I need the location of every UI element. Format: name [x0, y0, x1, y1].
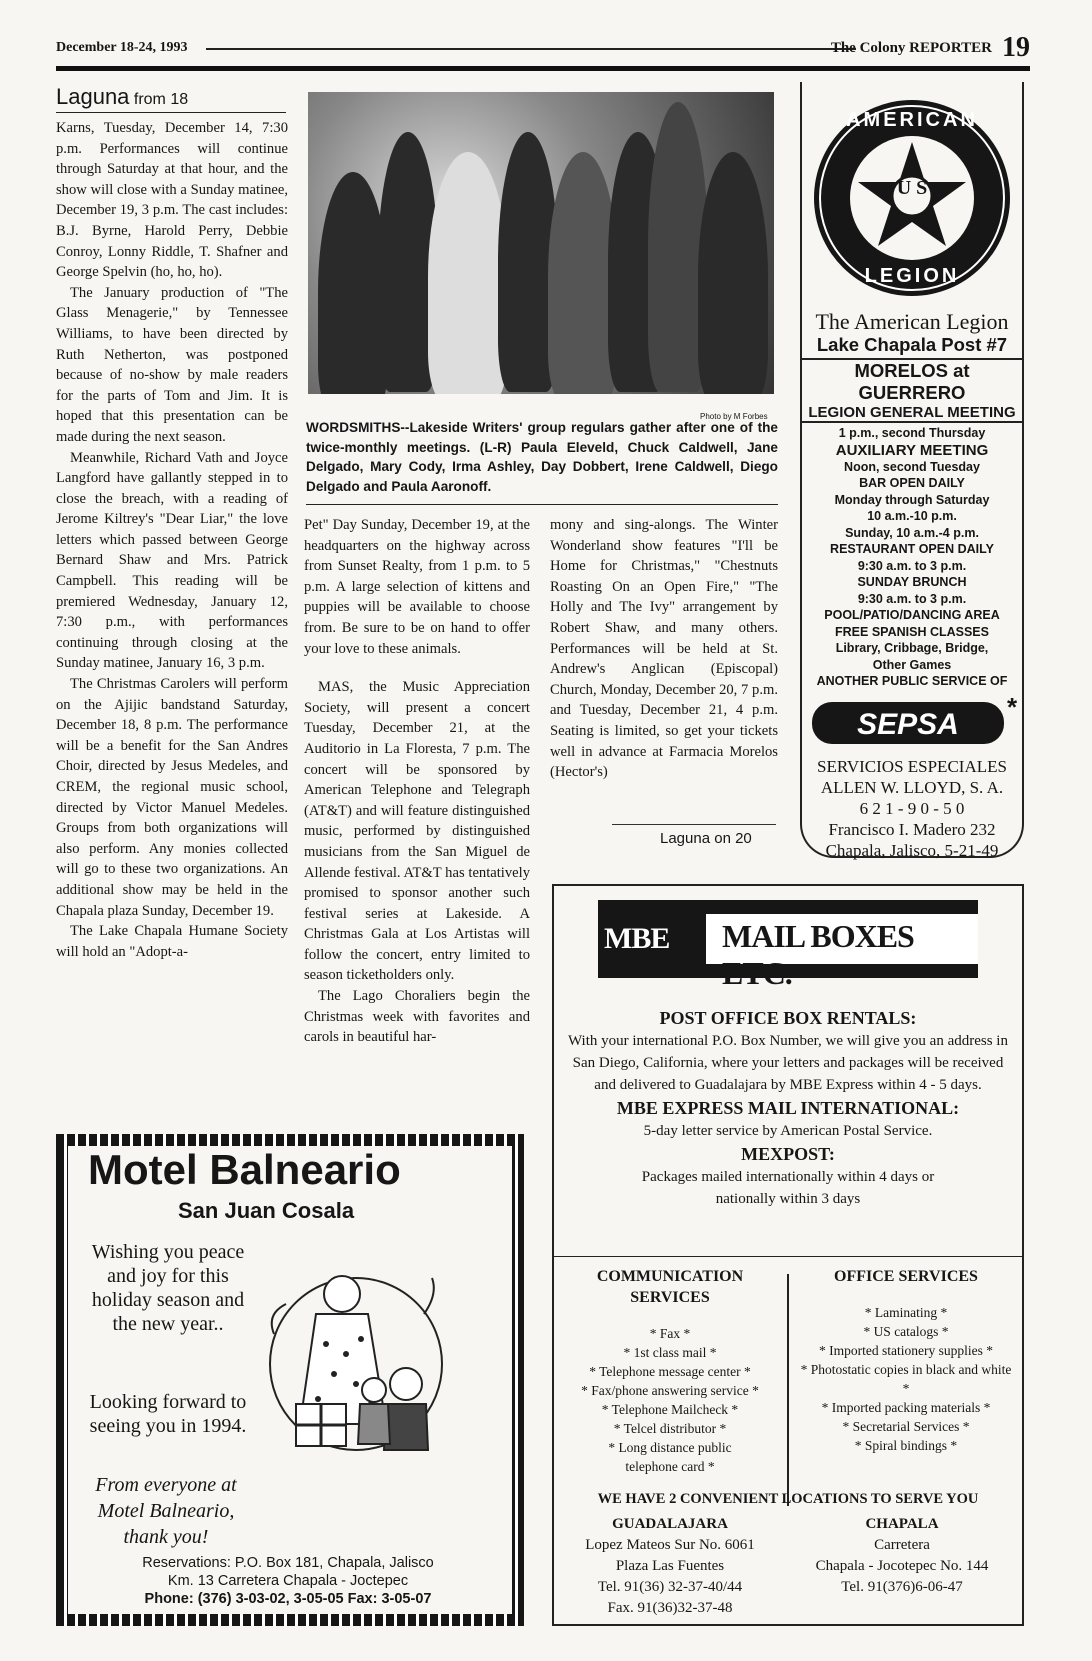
servicios-especiales: SERVICIOS ESPECIALES [817, 756, 1007, 776]
legion-bar-days: Monday through Saturday [834, 492, 990, 507]
location-name: CHAPALA [865, 1516, 939, 1532]
service-item: * Telcel distributor * [613, 1421, 727, 1436]
section-from: from 18 [133, 91, 189, 108]
communication-services [562, 1266, 778, 1476]
service-item: * Photostatic copies in black and white * [800, 1362, 1012, 1396]
location-chapala [794, 1514, 1010, 1598]
office-services [798, 1266, 1014, 1455]
communication-heading: COMMUNICATION SERVICES [596, 1268, 744, 1306]
article-column-1 [56, 118, 288, 962]
issue-date: December 18-24, 1993 [56, 40, 188, 55]
article-column-2 [304, 515, 530, 1048]
legion-address: MORELOS at GUERRERO [854, 360, 970, 403]
mbe-services-copy [554, 1006, 1022, 1210]
section-rule [56, 112, 286, 113]
location-name: GUADALAJARA [612, 1516, 728, 1532]
motel-address: Km. 13 Carretera Chapala - Joctepec [167, 1573, 409, 1589]
company-phone: 6 2 1 - 9 0 - 5 0 [859, 798, 965, 818]
emblem-center-text: U S [896, 177, 928, 199]
service-item: * Imported packing materials * [821, 1400, 991, 1415]
sepsa-text: SEPSA [857, 707, 959, 741]
article-column-3 [550, 515, 778, 783]
location-line: Plaza Las Fuentes [615, 1558, 725, 1574]
mbe-divider [554, 1256, 1022, 1257]
masthead-thick-rule [56, 66, 1030, 71]
legion-bar-hours: 10 a.m.-10 p.m. [867, 509, 957, 523]
motel-reservations: Reservations: P.O. Box 181, Chapala, Jalisco [142, 1555, 434, 1571]
paragraph: The Christmas Carolers will perform on the Ajijic bandstand Saturday, December 18, 8 p.m. The performance will be a benefit for the San Andres Choir, directed by Jesus Medeles, and CREM, the regional music school, directed by Victor Manuel Medeles. Groups from both organizations will also perform. Any monies collected will go to these two organizations. An additional show may be held in the Chapala plaza Sunday, December 19. [56, 676, 288, 919]
legion-title: The American Legion [815, 309, 1009, 334]
sepsa-logo-icon [806, 694, 1018, 752]
service-item: * Fax * [649, 1326, 691, 1341]
motel-signoff: From everyone at Motel Balneario, thank you! [95, 1474, 237, 1548]
legion-meeting-time: 1 p.m., second Thursday [838, 426, 986, 440]
legion-restaurant: RESTAURANT OPEN DAILY [830, 542, 994, 556]
paragraph: The January production of "The Glass Menagerie," by Tennessee Williams, to have been directed by Ruth Netherton, was postponed because of no-show by male readers for the parts of Tom and Jim. It is hoped that this presentation can be made during the next season. [56, 284, 288, 445]
company-name: ALLEN W. LLOYD, S. A. [820, 777, 1004, 797]
legion-aux-time: Noon, second Tuesday [844, 459, 980, 474]
photo-caption: WORDSMITHS--Lakeside Writers' group regulars gather after one of the twice-monthly meetings. (L-R) Paula Eleveld, Chuck Caldwell, Jane Delgado, Mary Cody, Irma Ashley, Day Dobbert, Irene Caldwell, Diego Delgado and Paula Aaronoff. [306, 420, 778, 494]
sepsa-logo [802, 694, 1022, 752]
service-item: * US catalogs * [863, 1324, 949, 1339]
legion-post: Lake Chapala Post #7 [816, 334, 1008, 355]
motel-looking-forward: Looking forward to seeing you in 1994. [89, 1391, 247, 1437]
jump-line: Laguna on 20 [660, 830, 752, 847]
mbe-po-box-text: With your international P.O. Box Number, we will give you an address in San Diego, California, where your letters and packages will be received and delivered to Guadalajara by MBE Express within 4 - 5 days. [568, 1033, 1008, 1093]
caption-rule [306, 504, 778, 505]
mbe-heading-express: MBE EXPRESS MAIL INTERNATIONAL: [616, 1098, 960, 1118]
masthead-rule [206, 48, 856, 50]
mbe-logo-name: MAIL BOXES ETC. [722, 918, 914, 991]
motel-title: Motel Balneario [88, 1146, 401, 1193]
service-item: * Telephone Mailcheck * [601, 1402, 739, 1417]
service-item: * Spiral bindings * [854, 1438, 958, 1453]
legion-games: Library, Cribbage, Bridge, [835, 641, 989, 655]
services-divider [787, 1274, 789, 1506]
locations-heading: WE HAVE 2 CONVENIENT LOCATIONS TO SERVE YOU [597, 1491, 979, 1507]
mbe-logo-mark: MBE [604, 922, 670, 955]
legion-pool: POOL/PATIO/DANCING AREA [824, 608, 1000, 622]
american-legion-ad [800, 82, 1024, 858]
legion-bar-sunday: Sunday, 10 a.m.-4 p.m. [845, 525, 979, 540]
photo-credit: Photo by M Forbes [700, 412, 768, 421]
paragraph: Karns, Tuesday, December 14, 7:30 p.m. Performances will continue through Saturday at that hour, and the show will close with a Sunday matinee, December 19, 3 p.m. The cast includes: B.J. Byrne, Harold Perry, Debbie Conroy, Lonny Riddle, T. Shafner and George Spelvin (ho, ho, ho). [56, 120, 288, 281]
paragraph: The Lago Choraliers begin the Christmas week with favorites and carols in beautiful har- [304, 988, 530, 1046]
paragraph: mony and sing-alongs. The Winter Wonderland show features "I'll be Home for Christmas," "Chestnuts Roasting On an Open Fire," "The Holly and The Ivy" arrangement by Robert Shaw, and many others. Performances will be held at St. Andrew's Anglican (Episcopal) Church, Monday, December 20, 7 p.m. and Tuesday, December 21, 4 p.m. Seating is limited, so get your tickets well in advance at Farmacia Morelos (Hector's) [550, 517, 778, 781]
service-item: * Imported stationery supplies * [819, 1343, 993, 1358]
location-line: Chapala - Jocotepec No. 144 [815, 1558, 989, 1574]
svg-text:*: * [1006, 693, 1018, 722]
section-heading [56, 84, 188, 110]
office-heading: OFFICE SERVICES [834, 1268, 978, 1285]
section-name: Laguna [56, 84, 130, 109]
mbe-heading-po-box: POST OFFICE BOX RENTALS: [659, 1008, 917, 1028]
paragraph: MAS, the Music Appreciation Society, will present a concert Tuesday, December 21, at the Auditorio in La Floresta, 7 p.m. The concert will be sponsored by American Telephone and Telegraph (AT&T) and will feature distinguished music, performed by distinguished musicians from the San Miguel de Allende festival. AT&T has tentatively promised to sponsor another such festival series at Lakeside. A Christmas Gala at Los Artistas will follow the concert, entry limited to season ticketholders only. [304, 679, 530, 984]
legion-address-block [802, 358, 1022, 423]
motel-contact [88, 1554, 488, 1608]
paper-name: The Colony REPORTER [830, 40, 992, 56]
motel-greeting: Wishing you peace and joy for this holiday season and the new year.. [91, 1241, 245, 1335]
holiday-children-illustration-icon [256, 1254, 446, 1484]
legion-brunch-hours: 9:30 a.m. to 3 p.m. [857, 591, 967, 606]
company-city: Chapala, Jalisco, 5-21-49 [825, 840, 999, 860]
company-street: Francisco I. Madero 232 [828, 819, 996, 839]
masthead [56, 32, 1030, 68]
american-legion-emblem-icon [806, 82, 1018, 310]
paragraph: The Lake Chapala Humane Society will hold an "Adopt-a- [56, 923, 288, 960]
mbe-mexpost-text: Packages mailed internationally within 4 days or nationally within 3 days [641, 1169, 935, 1207]
location-line: Tel. 91(376)6-06-47 [841, 1579, 963, 1595]
emblem-bottom-text: LEGION [864, 265, 960, 287]
legion-aux: AUXILIARY MEETING [835, 441, 989, 459]
service-item: * Long distance public telephone card * [608, 1440, 732, 1474]
legion-brunch: SUNDAY BRUNCH [857, 575, 967, 589]
paragraph: Meanwhile, Richard Vath and Joyce Langford have gallantly stepped in to close the breach, with a reading of Jerome Kiltrey's "Dear Liar," the love letters which passed between George Bernard Shaw and Mrs. Patrick Campbell. This reading will be premiered Wednesday, January 12, 7:30 p.m., with performances continuing through closing at the Sunday matinee, January 16, 3 p.m. [56, 449, 288, 672]
paragraph: Pet" Day Sunday, December 19, at the headquarters on the highway across from Sunset Realty, from 1 p.m. to 5 p.m. A large selection of kittens and puppies will be available to choose from. Be sure to be on hand to offer your love to these animals. [304, 517, 530, 657]
motel-subtitle: San Juan Cosala [178, 1198, 355, 1223]
mail-boxes-etc-ad [552, 884, 1024, 1626]
mbe-heading-mexpost: MEXPOST: [741, 1144, 835, 1164]
page-number: 19 [1002, 32, 1030, 63]
legion-spanish: FREE SPANISH CLASSES [835, 624, 989, 639]
service-item: * Fax/phone answering service * [581, 1383, 759, 1398]
service-item: * Secretarial Services * [842, 1419, 970, 1434]
legion-service: ANOTHER PUBLIC SERVICE OF [816, 674, 1008, 688]
group-photo [308, 92, 774, 394]
mbe-express-text: 5-day letter service by American Postal Service. [643, 1123, 933, 1139]
location-guadalajara [562, 1514, 778, 1619]
emblem-top-text: AMERICAN [846, 109, 978, 131]
motel-balneario-ad [56, 1134, 524, 1626]
location-line: Lopez Mateos Sur No. 6061 [585, 1537, 755, 1553]
motel-phone: Phone: (376) 3-03-02, 3-05-05 Fax: 3-05-07 [144, 1591, 432, 1607]
service-item: * 1st class mail * [623, 1345, 717, 1360]
location-line: Tel. 91(36) 32-37-40/44 [597, 1579, 743, 1595]
legion-restaurant-hours: 9:30 a.m. to 3 p.m. [857, 558, 967, 573]
service-item: * Laminating * [864, 1305, 948, 1320]
legion-bar: BAR OPEN DAILY [859, 476, 965, 490]
location-line: Carretera [874, 1537, 930, 1553]
service-item: * Telephone message center * [589, 1364, 751, 1379]
jump-rule [612, 824, 776, 825]
legion-games-other: Other Games [872, 657, 952, 672]
legion-meeting: LEGION GENERAL MEETING [808, 404, 1016, 421]
location-line: Fax. 91(36)32-37-48 [607, 1600, 733, 1616]
mbe-logo [598, 900, 978, 991]
